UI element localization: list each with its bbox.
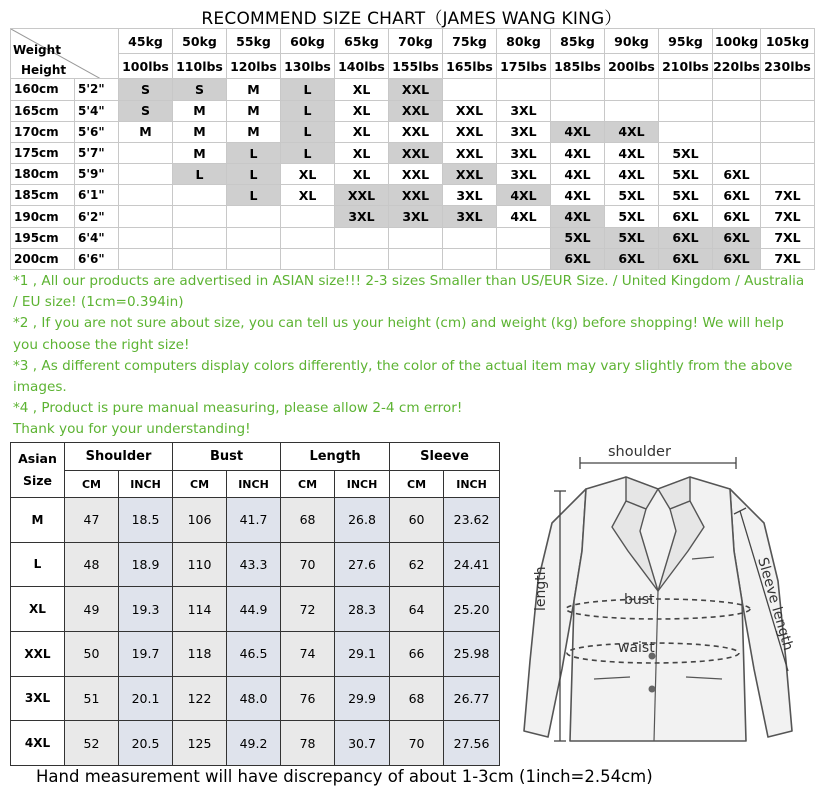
height-cm: 190cm — [11, 206, 75, 227]
measure-cm-value: 51 — [65, 676, 119, 721]
height-cm: 185cm — [11, 185, 75, 206]
size-cell: L — [281, 79, 335, 100]
size-cell — [761, 100, 815, 121]
note-2: *2 , If you are not sure about size, you can tell us your height (cm) and weight (kg) before shopping! We will help you choose the right size! — [13, 315, 784, 353]
measure-inch-value: 29.1 — [335, 631, 390, 676]
weight-lbs-header: 120lbs — [227, 54, 281, 79]
size-cell: 5XL — [605, 227, 659, 248]
size-cell: XL — [335, 164, 389, 185]
weight-lbs-header: 220lbs — [713, 54, 761, 79]
measure-inch-value: 26.8 — [335, 497, 390, 542]
height-cm: 195cm — [11, 227, 75, 248]
weight-lbs-header: 175lbs — [497, 54, 551, 79]
measure-inch-value: 30.7 — [335, 721, 390, 766]
measure-size: M — [11, 497, 65, 542]
measure-inch-value: 49.2 — [227, 721, 281, 766]
measure-cm-value: 118 — [173, 631, 227, 676]
group-length: Length — [281, 443, 390, 471]
size-cell: L — [227, 185, 281, 206]
size-cell — [335, 227, 389, 248]
height-row — [11, 164, 815, 185]
size-cell: 7XL — [761, 248, 815, 269]
size-cell — [281, 248, 335, 269]
height-row — [11, 121, 815, 142]
unit-cm: CM — [281, 471, 335, 497]
size-cell — [119, 185, 173, 206]
size-cell — [713, 100, 761, 121]
measure-cm-value: 106 — [173, 497, 227, 542]
weight-lbs-header: 130lbs — [281, 54, 335, 79]
measure-row — [11, 721, 500, 766]
height-ft: 5'2" — [75, 79, 119, 100]
size-cell: 3XL — [497, 121, 551, 142]
weight-kg-header: 75kg — [443, 29, 497, 54]
unit-inch: INCH — [444, 471, 500, 497]
size-cell: 6XL — [551, 248, 605, 269]
weight-kg-header: 50kg — [173, 29, 227, 54]
group-shoulder: Shoulder — [65, 443, 173, 471]
weight-lbs-header: 185lbs — [551, 54, 605, 79]
size-cell — [119, 227, 173, 248]
size-cell: M — [173, 142, 227, 163]
size-cell — [173, 227, 227, 248]
size-cell: M — [119, 121, 173, 142]
size-cell — [335, 248, 389, 269]
size-header: Asian Size — [11, 443, 65, 498]
size-cell: 4XL — [605, 142, 659, 163]
size-cell: 4XL — [551, 121, 605, 142]
unit-cm: CM — [173, 471, 227, 497]
size-cell: XL — [335, 79, 389, 100]
height-ft: 6'1" — [75, 185, 119, 206]
measure-size: XXL — [11, 631, 65, 676]
size-cell — [227, 248, 281, 269]
measure-inch-value: 26.77 — [444, 676, 500, 721]
size-cell: XXL — [389, 79, 443, 100]
size-cell: L — [281, 121, 335, 142]
measure-inch-value: 19.7 — [119, 631, 173, 676]
size-cell — [761, 142, 815, 163]
size-cell: 4XL — [551, 206, 605, 227]
weight-lbs-header: 230lbs — [761, 54, 815, 79]
unit-cm: CM — [65, 471, 119, 497]
size-cell: L — [227, 142, 281, 163]
size-cell — [713, 79, 761, 100]
size-cell: 6XL — [659, 206, 713, 227]
measure-cm-value: 66 — [390, 631, 444, 676]
jacket-diagram — [508, 441, 816, 767]
weight-kg-header: 70kg — [389, 29, 443, 54]
size-cell — [497, 79, 551, 100]
weight-kg-header: 100kg — [713, 29, 761, 54]
weight-lbs-header: 100lbs — [119, 54, 173, 79]
measure-inch-value: 25.98 — [444, 631, 500, 676]
size-cell: XL — [335, 121, 389, 142]
measure-size: 3XL — [11, 676, 65, 721]
size-cell: 4XL — [551, 185, 605, 206]
size-cell: L — [281, 100, 335, 121]
size-cell: 7XL — [761, 185, 815, 206]
size-cell — [119, 142, 173, 163]
page-title: RECOMMEND SIZE CHART（JAMES WANG KING） — [201, 9, 622, 29]
measure-cm-value: 78 — [281, 721, 335, 766]
size-cell: XXL — [443, 142, 497, 163]
measure-cm-value: 49 — [65, 587, 119, 632]
group-bust: Bust — [173, 443, 281, 471]
size-cell: S — [119, 100, 173, 121]
size-cell: 5XL — [605, 206, 659, 227]
size-cell — [551, 100, 605, 121]
measure-inch-value: 48.0 — [227, 676, 281, 721]
size-cell — [119, 164, 173, 185]
size-cell: 3XL — [497, 100, 551, 121]
size-cell: XL — [335, 100, 389, 121]
size-cell: 4XL — [605, 164, 659, 185]
size-cell — [761, 164, 815, 185]
measure-cm-value: 70 — [281, 542, 335, 587]
size-cell — [497, 248, 551, 269]
height-row — [11, 206, 815, 227]
measure-inch-value: 44.9 — [227, 587, 281, 632]
measure-inch-value: 18.9 — [119, 542, 173, 587]
size-cell — [119, 206, 173, 227]
measure-size: 4XL — [11, 721, 65, 766]
measure-row — [11, 497, 500, 542]
size-cell: XXL — [335, 185, 389, 206]
weight-lbs-row — [11, 54, 815, 79]
measure-row — [11, 542, 500, 587]
height-cm: 200cm — [11, 248, 75, 269]
size-cell: M — [173, 100, 227, 121]
size-cell: 3XL — [335, 206, 389, 227]
height-cm: 175cm — [11, 142, 75, 163]
size-cell: 3XL — [389, 206, 443, 227]
recommend-size-table — [10, 28, 815, 270]
size-cell: 6XL — [713, 185, 761, 206]
weight-kg-header: 105kg — [761, 29, 815, 54]
size-cell — [227, 206, 281, 227]
size-cell: 3XL — [443, 206, 497, 227]
measure-row — [11, 631, 500, 676]
weight-kg-row — [11, 29, 815, 54]
size-cell — [119, 248, 173, 269]
size-cell — [551, 79, 605, 100]
weight-kg-header: 45kg — [119, 29, 173, 54]
weight-lbs-header: 140lbs — [335, 54, 389, 79]
note-thanks: Thank you for your understanding! — [13, 421, 251, 438]
measure-cm-value: 64 — [390, 587, 444, 632]
measure-inch-value: 43.3 — [227, 542, 281, 587]
size-cell: XXL — [443, 121, 497, 142]
size-cell: 6XL — [659, 227, 713, 248]
unit-inch: INCH — [335, 471, 390, 497]
size-cell: 6XL — [713, 206, 761, 227]
measure-cm-value: 60 — [390, 497, 444, 542]
measure-cm-value: 72 — [281, 587, 335, 632]
measure-cm-value: 68 — [390, 676, 444, 721]
size-cell: M — [173, 121, 227, 142]
size-cell: XXL — [443, 100, 497, 121]
measure-inch-value: 41.7 — [227, 497, 281, 542]
measure-cm-value: 48 — [65, 542, 119, 587]
measure-inch-value: 20.1 — [119, 676, 173, 721]
weight-kg-header: 95kg — [659, 29, 713, 54]
size-cell: 7XL — [761, 206, 815, 227]
weight-kg-header: 80kg — [497, 29, 551, 54]
measure-cm-value: 47 — [65, 497, 119, 542]
size-cell: 3XL — [497, 164, 551, 185]
size-cell — [281, 227, 335, 248]
unit-inch: INCH — [119, 471, 173, 497]
measure-inch-value: 19.3 — [119, 587, 173, 632]
height-ft: 5'6" — [75, 121, 119, 142]
corner-cell — [11, 29, 119, 79]
size-cell: 6XL — [659, 248, 713, 269]
size-cell — [659, 79, 713, 100]
size-cell — [761, 121, 815, 142]
size-cell: XXL — [389, 121, 443, 142]
measure-inch-value: 25.20 — [444, 587, 500, 632]
measure-cm-value: 110 — [173, 542, 227, 587]
measure-inch-value: 29.9 — [335, 676, 390, 721]
size-cell: XL — [335, 142, 389, 163]
measure-inch-value: 28.3 — [335, 587, 390, 632]
measure-row — [11, 587, 500, 632]
height-row — [11, 248, 815, 269]
measure-cm-value: 125 — [173, 721, 227, 766]
height-ft: 5'9" — [75, 164, 119, 185]
size-cell: XL — [281, 164, 335, 185]
size-cell: XXL — [443, 164, 497, 185]
measure-row — [11, 676, 500, 721]
waist-label: waist — [618, 640, 655, 656]
unit-cm: CM — [390, 471, 444, 497]
measure-size: XL — [11, 587, 65, 632]
measure-cm-value: 114 — [173, 587, 227, 632]
note-1: *1 , All our products are advertised in ASIAN size!!! 2-3 sizes Smaller than US/EUR Size. / United Kingdom / Australia / EU size! (1cm=0.394in) — [13, 273, 805, 311]
size-cell — [227, 227, 281, 248]
size-cell: XXL — [389, 164, 443, 185]
measure-inch-value: 46.5 — [227, 631, 281, 676]
height-row — [11, 100, 815, 121]
measure-inch-value: 23.62 — [444, 497, 500, 542]
size-cell — [761, 79, 815, 100]
size-cell: XXL — [389, 185, 443, 206]
size-cell — [389, 248, 443, 269]
weight-kg-header: 90kg — [605, 29, 659, 54]
height-ft: 5'4" — [75, 100, 119, 121]
notes-block — [13, 271, 813, 441]
weight-kg-header: 55kg — [227, 29, 281, 54]
measure-cm-value: 122 — [173, 676, 227, 721]
size-cell: 5XL — [551, 227, 605, 248]
sleeve-label: Sleeve length — [754, 555, 796, 653]
height-cm: 165cm — [11, 100, 75, 121]
note-3: *3 , As different computers display colors differently, the color of the actual item may vary slightly from the above images. — [13, 357, 793, 396]
measure-size: L — [11, 542, 65, 587]
height-cm: 160cm — [11, 79, 75, 100]
bust-label: bust — [624, 592, 655, 608]
shoulder-label: shoulder — [608, 444, 671, 460]
size-cell: L — [227, 164, 281, 185]
weight-lbs-header: 165lbs — [443, 54, 497, 79]
size-cell: 3XL — [443, 185, 497, 206]
measure-cm-value: 62 — [390, 542, 444, 587]
measure-inch-value: 27.56 — [444, 721, 500, 766]
size-cell: XXL — [389, 142, 443, 163]
size-cell — [443, 227, 497, 248]
size-cell: 4XL — [497, 206, 551, 227]
measure-cm-value: 70 — [390, 721, 444, 766]
group-sleeve: Sleeve — [390, 443, 500, 471]
size-cell: 4XL — [551, 164, 605, 185]
unit-inch: INCH — [227, 471, 281, 497]
height-ft: 6'6" — [75, 248, 119, 269]
height-cm: 170cm — [11, 121, 75, 142]
length-label: length — [533, 566, 549, 611]
group-header-row — [11, 443, 500, 471]
size-cell — [443, 248, 497, 269]
height-cm: 180cm — [11, 164, 75, 185]
height-row — [11, 142, 815, 163]
measure-cm-value: 52 — [65, 721, 119, 766]
measure-inch-value: 18.5 — [119, 497, 173, 542]
size-cell: L — [173, 164, 227, 185]
size-cell — [173, 185, 227, 206]
measure-inch-value: 20.5 — [119, 721, 173, 766]
size-cell — [497, 227, 551, 248]
size-cell: 5XL — [659, 142, 713, 163]
size-cell — [659, 121, 713, 142]
size-cell — [389, 227, 443, 248]
weight-label: Weight — [13, 43, 61, 57]
size-cell — [281, 206, 335, 227]
size-cell: 7XL — [761, 227, 815, 248]
measurement-table — [10, 442, 500, 766]
size-cell: 5XL — [659, 164, 713, 185]
size-cell — [659, 100, 713, 121]
weight-kg-header: 65kg — [335, 29, 389, 54]
size-cell: S — [173, 79, 227, 100]
size-cell: L — [281, 142, 335, 163]
height-label: Height — [21, 63, 67, 77]
size-cell: 4XL — [497, 185, 551, 206]
size-cell: 6XL — [713, 248, 761, 269]
note-4: *4 , Product is pure manual measuring, please allow 2-4 cm error! — [13, 400, 463, 417]
size-cell: 5XL — [605, 185, 659, 206]
weight-lbs-header: 210lbs — [659, 54, 713, 79]
weight-lbs-header: 155lbs — [389, 54, 443, 79]
size-cell: M — [227, 121, 281, 142]
height-row — [11, 79, 815, 100]
height-ft: 6'2" — [75, 206, 119, 227]
size-cell: 6XL — [713, 164, 761, 185]
size-cell: 6XL — [605, 248, 659, 269]
height-ft: 5'7" — [75, 142, 119, 163]
weight-lbs-header: 110lbs — [173, 54, 227, 79]
size-cell: XL — [281, 185, 335, 206]
weight-lbs-header: 200lbs — [605, 54, 659, 79]
height-ft: 6'4" — [75, 227, 119, 248]
height-row — [11, 227, 815, 248]
size-cell: XXL — [389, 100, 443, 121]
size-cell: 4XL — [605, 121, 659, 142]
height-row — [11, 185, 815, 206]
weight-kg-header: 85kg — [551, 29, 605, 54]
size-cell: 4XL — [551, 142, 605, 163]
measure-cm-value: 74 — [281, 631, 335, 676]
measure-inch-value: 27.6 — [335, 542, 390, 587]
size-cell: 3XL — [497, 142, 551, 163]
size-cell — [443, 79, 497, 100]
size-cell: M — [227, 79, 281, 100]
measure-cm-value: 68 — [281, 497, 335, 542]
size-cell — [713, 121, 761, 142]
footer-note: Hand measurement will have discrepancy of about 1-3cm (1inch=2.54cm) — [36, 767, 653, 786]
size-cell: M — [227, 100, 281, 121]
measure-cm-value: 50 — [65, 631, 119, 676]
size-cell — [173, 206, 227, 227]
size-cell — [605, 79, 659, 100]
measure-cm-value: 76 — [281, 676, 335, 721]
size-cell — [173, 248, 227, 269]
size-cell: 6XL — [713, 227, 761, 248]
size-cell: S — [119, 79, 173, 100]
size-cell: 5XL — [659, 185, 713, 206]
weight-kg-header: 60kg — [281, 29, 335, 54]
size-cell — [713, 142, 761, 163]
size-cell — [605, 100, 659, 121]
measure-inch-value: 24.41 — [444, 542, 500, 587]
unit-header-row — [11, 471, 500, 497]
